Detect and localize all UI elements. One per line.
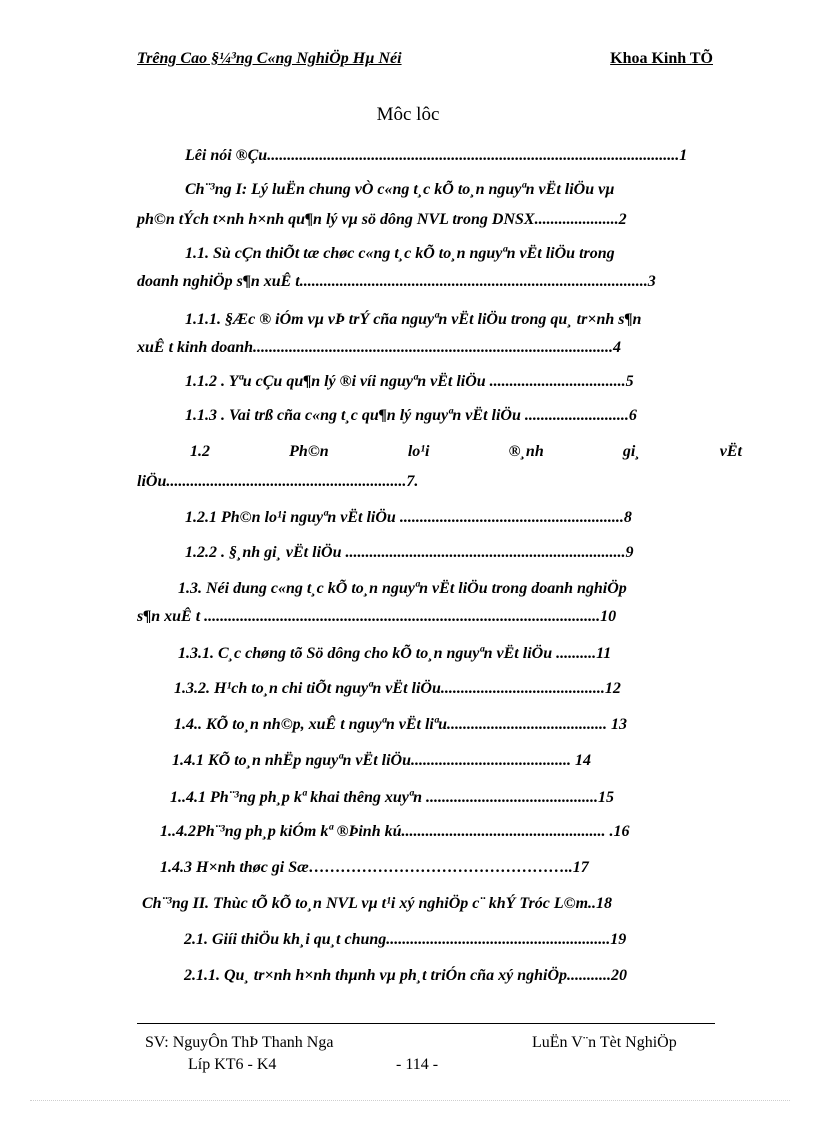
toc-entry: 1.4.3 H×nh thøc gi Sæ…………………………………………..17: [160, 859, 589, 876]
header-faculty: Khoa Kinh TÕ: [610, 50, 713, 67]
toc-entry: 1.1. Sù cÇn thiÕt tæ chøc c«ng t¸c kÕ to¸n nguyªn vËt liÖu trong: [185, 245, 615, 262]
toc-cell: vËt: [719, 443, 742, 460]
toc-entry: ph©n tÝch t×nh h×nh qu¶n lý vµ sö dông NVL trong DNSX.....................2: [137, 211, 627, 228]
footer-class: Líp KT6 - K4: [188, 1056, 277, 1073]
toc-entry: 1.2.1 Ph©n lo¹i nguyªn vËt liÖu ........................................................8: [185, 509, 632, 526]
footer-thesis: LuËn V¨n Tèt NghiÖp: [532, 1034, 677, 1051]
page-title: Môc lôc: [376, 104, 440, 125]
toc-entry: 2.1. Giíi thiÖu kh¸i qu¸t chung........................................................19: [184, 931, 627, 948]
toc-entry: 1..4.2Ph¨³ng ph¸p kiÓm kª ®Þinh kú................................................... .16: [160, 823, 630, 840]
toc-entry: Lêi nói ®Çu.......................................................................................................1: [185, 147, 688, 164]
toc-cell: gi¸: [622, 443, 641, 460]
toc-entry: doanh nghiÖp s¶n xuÊ t.......................................................................................3: [137, 273, 656, 290]
toc-entry: 1.1.1. §Æc ® iÓm vµ vÞ trÝ cña nguyªn vËt liÖu trong qu¸ tr×nh s¶n: [185, 311, 642, 328]
toc-entry: Ch¨³ng I: Lý luËn chung vÒ c«ng t¸c kÕ to¸n nguyªn vËt liÖu vµ: [185, 181, 615, 198]
toc-entry: liÖu............................................................7.: [137, 473, 419, 490]
toc-entry: 1.3.1. C¸c chøng tõ Sö dông cho kÕ to¸n nguyªn vËt liÖu ..........11: [178, 645, 612, 662]
footer-divider: [137, 1023, 715, 1024]
toc-entry: 1.4.1 KÕ to¸n nhËp nguyªn vËt liÖu........................................ 14: [172, 752, 591, 769]
toc-entry: 1.1.2 . Yªu cÇu qu¶n lý ®i víi nguyªn vËt liÖu ..................................5: [185, 373, 634, 390]
toc-entry: 1.1.3 . Vai trß cña c«ng t¸c qu¶n lý nguyªn vËt liÖu ..........................6: [185, 407, 637, 424]
footer-student: SV: NguyÔn ThÞ Thanh Nga: [145, 1034, 334, 1051]
toc-cell: 1.2: [190, 443, 210, 460]
page-header: [137, 50, 715, 72]
toc-entry: 1.2.2 . §¸nh gi¸ vËt liÖu ......................................................................9: [185, 544, 634, 561]
toc-entry: 1.3.2. H¹ch to¸n chi tiÕt nguyªn vËt liÖu.........................................12: [174, 680, 621, 697]
toc-entry: Ch¨³ng II. Thùc tÕ kÕ to¸n NVL vµ t¹i xý nghiÖp c¨ khÝ Tróc L©m..18: [142, 895, 613, 912]
toc-entry: 1..4.1 Ph¨³ng ph¸p kª khai thêng xuyªn ...........................................15: [170, 789, 615, 806]
toc-cell: Ph©n: [289, 443, 329, 460]
toc-entry: xuÊ t kinh doanh..........................................................................................4: [137, 339, 622, 356]
toc-entry: 1.3. Néi dung c«ng t¸c kÕ to¸n nguyªn vËt liÖu trong doanh nghiÖp: [178, 580, 627, 597]
toc-entry: 1.4.. KÕ to¸n nh©p, xuÊ t nguyªn vËt liªu........................................ 13: [174, 716, 627, 733]
toc-entry: s¶n xuÊ t ...................................................................................................10: [137, 608, 617, 625]
page-edge-divider: [30, 1100, 790, 1101]
footer-page-number: - 114 -: [396, 1056, 439, 1073]
toc-cell: ®¸nh: [508, 443, 544, 460]
header-school: Trêng Cao §¼³ng C«ng NghiÖp Hµ Néi: [137, 50, 402, 67]
toc-entry: 2.1.1. Qu¸ tr×nh h×nh thµnh vµ ph¸t triÓn cña xý nghiÖp...........20: [184, 967, 627, 984]
toc-cell: lo¹i: [407, 443, 430, 460]
toc-entry-spread: [190, 442, 742, 462]
